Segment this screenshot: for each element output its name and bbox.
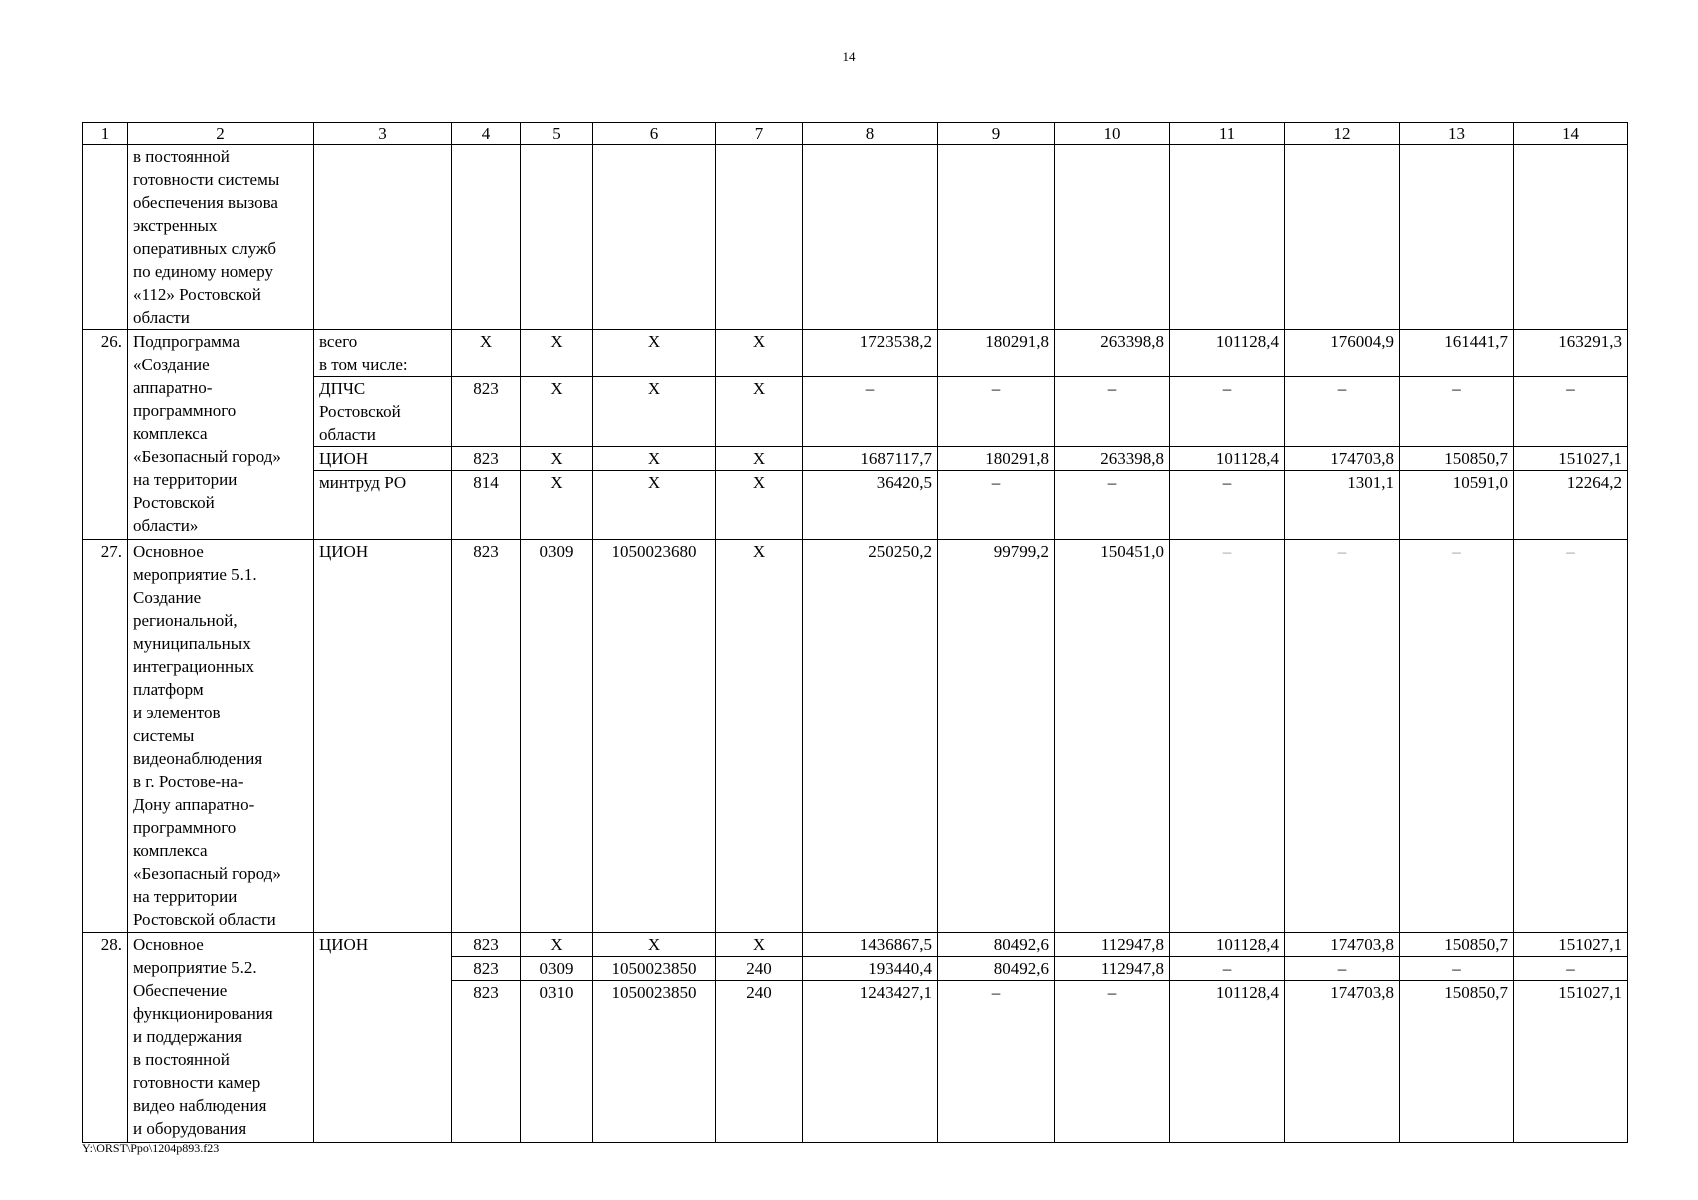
table-cell [314,145,452,330]
table-cell: Х [593,377,716,447]
header-cell: 1 [83,123,128,145]
executor-cell: минтруд РО [314,471,452,540]
table-cell: – [1514,957,1628,981]
header-row [83,123,1628,145]
table-cell: 1050023680 [593,540,716,933]
table-row-27 [83,540,1628,933]
header-cell: 4 [452,123,521,145]
table-cell: – [938,377,1055,447]
header-cell: 14 [1514,123,1628,145]
table-cell: Х [716,447,803,471]
header-cell: 7 [716,123,803,145]
table-cell [716,145,803,330]
table-cell: 163291,3 [1514,330,1628,377]
table-row-26-dpchs [83,377,1628,447]
table-cell [452,145,521,330]
table-cell: Х [593,471,716,540]
table-cell [593,145,716,330]
header-cell: 5 [521,123,593,145]
table-cell: 1050023850 [593,957,716,981]
table-cell: 0310 [521,981,593,1143]
table-cell: Х [593,933,716,957]
table-cell: 101128,4 [1170,330,1285,377]
executor-cell: всего в том числе: [314,330,452,377]
table-cell: – [1514,540,1628,933]
table-cell: 174703,8 [1285,447,1400,471]
table-cell: 1687117,7 [803,447,938,471]
table-cell: 150850,7 [1400,933,1514,957]
table-cell: – [1285,377,1400,447]
header-cell: 12 [1285,123,1400,145]
table-cell: 1243427,1 [803,981,938,1143]
table-cell [521,145,593,330]
executor-cell: ЦИОН [314,933,452,1143]
table-cell: 0309 [521,540,593,933]
table-cell [1170,145,1285,330]
table-row-continuation [83,145,1628,330]
header-cell: 2 [128,123,314,145]
table-cell: Х [716,540,803,933]
table-cell: 180291,8 [938,330,1055,377]
table-cell: 823 [452,957,521,981]
table-cell: Х [452,330,521,377]
table-cell: Х [716,933,803,957]
table-cell [1400,145,1514,330]
budget-table [82,122,1628,1143]
executor-cell: ДПЧС Ростовской области [314,377,452,447]
header-cell: 11 [1170,123,1285,145]
row-number: 27. [83,540,128,933]
table-cell: 823 [452,377,521,447]
page-number: 14 [842,49,856,64]
table-cell [1285,145,1400,330]
row-name: Основное мероприятие 5.1. Создание региональной, муниципальных интеграционных платформ и элементов системы видеонаблюдения в г. Ростове-на- Дону аппаратно- программного комплекса «Безопасный город» на территории Ростовской области [128,540,314,933]
table-cell: Х [593,330,716,377]
table-cell: 240 [716,957,803,981]
table-cell: – [1170,957,1285,981]
table-cell: 112947,8 [1055,957,1170,981]
table-cell: – [1400,377,1514,447]
table-cell: 150451,0 [1055,540,1170,933]
header-cell: 10 [1055,123,1170,145]
table-cell: – [938,471,1055,540]
table-cell: Х [593,447,716,471]
table-cell: – [1400,540,1514,933]
table-cell: 180291,8 [938,447,1055,471]
table-cell: Х [521,330,593,377]
table-cell: 36420,5 [803,471,938,540]
table-cell: Х [521,377,593,447]
table-cell: 174703,8 [1285,933,1400,957]
table-cell: 0309 [521,957,593,981]
table-cell: 1301,1 [1285,471,1400,540]
table-cell [1514,145,1628,330]
table-cell: 263398,8 [1055,330,1170,377]
table-cell: 193440,4 [803,957,938,981]
table-cell: 1723538,2 [803,330,938,377]
table-cell: 101128,4 [1170,447,1285,471]
table-cell: 823 [452,981,521,1143]
row-number: 26. [83,330,128,540]
table-cell: – [1170,540,1285,933]
header-cell: 8 [803,123,938,145]
table-cell: Х [521,471,593,540]
row-number: 28. [83,933,128,1143]
table-row-26-cion [83,447,1628,471]
table-row-28 [83,933,1628,957]
table-cell: 150850,7 [1400,981,1514,1143]
table-cell: – [803,377,938,447]
table-cell: 80492,6 [938,933,1055,957]
header-cell: 6 [593,123,716,145]
header-cell: 9 [938,123,1055,145]
table-cell: 263398,8 [1055,447,1170,471]
table-cell: 12264,2 [1514,471,1628,540]
table-cell: – [1170,471,1285,540]
row-name: Подпрограмма «Создание аппаратно- программного комплекса «Безопасный город» на территории Ростовской области» [128,330,314,540]
table-cell: – [1055,981,1170,1143]
header-cell: 3 [314,123,452,145]
table-cell: 823 [452,540,521,933]
table-cell: Х [716,330,803,377]
table-cell: 823 [452,933,521,957]
table-cell: 99799,2 [938,540,1055,933]
table-cell: 1050023850 [593,981,716,1143]
table-cell [1055,145,1170,330]
table-cell: – [1170,377,1285,447]
table-cell: – [1514,377,1628,447]
table-cell: Х [521,447,593,471]
footer-file-path: Y:\ORST\Ppo\1204p893.f23 [82,1141,220,1155]
table-cell: 1436867,5 [803,933,938,957]
table-cell: 151027,1 [1514,447,1628,471]
table-cell: Х [521,933,593,957]
table-cell: 250250,2 [803,540,938,933]
executor-cell: ЦИОН [314,540,452,933]
table-cell [83,145,128,330]
table-cell: – [938,981,1055,1143]
table-cell: 151027,1 [1514,981,1628,1143]
table-cell: – [1285,540,1400,933]
table-row-26-mintrud [83,471,1628,540]
table-cell: 101128,4 [1170,981,1285,1143]
table-cell: 176004,9 [1285,330,1400,377]
table-cell [938,145,1055,330]
table-cell: 112947,8 [1055,933,1170,957]
table-cell: Х [716,471,803,540]
table-cell: 174703,8 [1285,981,1400,1143]
table-row-26 [83,330,1628,377]
table-cell: – [1285,957,1400,981]
table-cell: 161441,7 [1400,330,1514,377]
executor-cell: ЦИОН [314,447,452,471]
table-cell: 101128,4 [1170,933,1285,957]
header-cell: 13 [1400,123,1514,145]
row-name: Основное мероприятие 5.2. Обеспечение функционирования и поддержания в постоянной готовности камер видео наблюдения и оборудования [128,933,314,1143]
table-cell: Х [716,377,803,447]
row-name: в постоянной готовности системы обеспечения вызова экстренных оперативных служб по единому номеру «112» Ростовской области [128,145,314,330]
table-cell: 240 [716,981,803,1143]
table-cell: – [1055,377,1170,447]
table-cell [803,145,938,330]
table-cell: 823 [452,447,521,471]
table-cell: 150850,7 [1400,447,1514,471]
table-cell: – [1400,957,1514,981]
table-cell: 10591,0 [1400,471,1514,540]
table-cell: 151027,1 [1514,933,1628,957]
table-cell: 80492,6 [938,957,1055,981]
table-cell: 814 [452,471,521,540]
table-cell: – [1055,471,1170,540]
